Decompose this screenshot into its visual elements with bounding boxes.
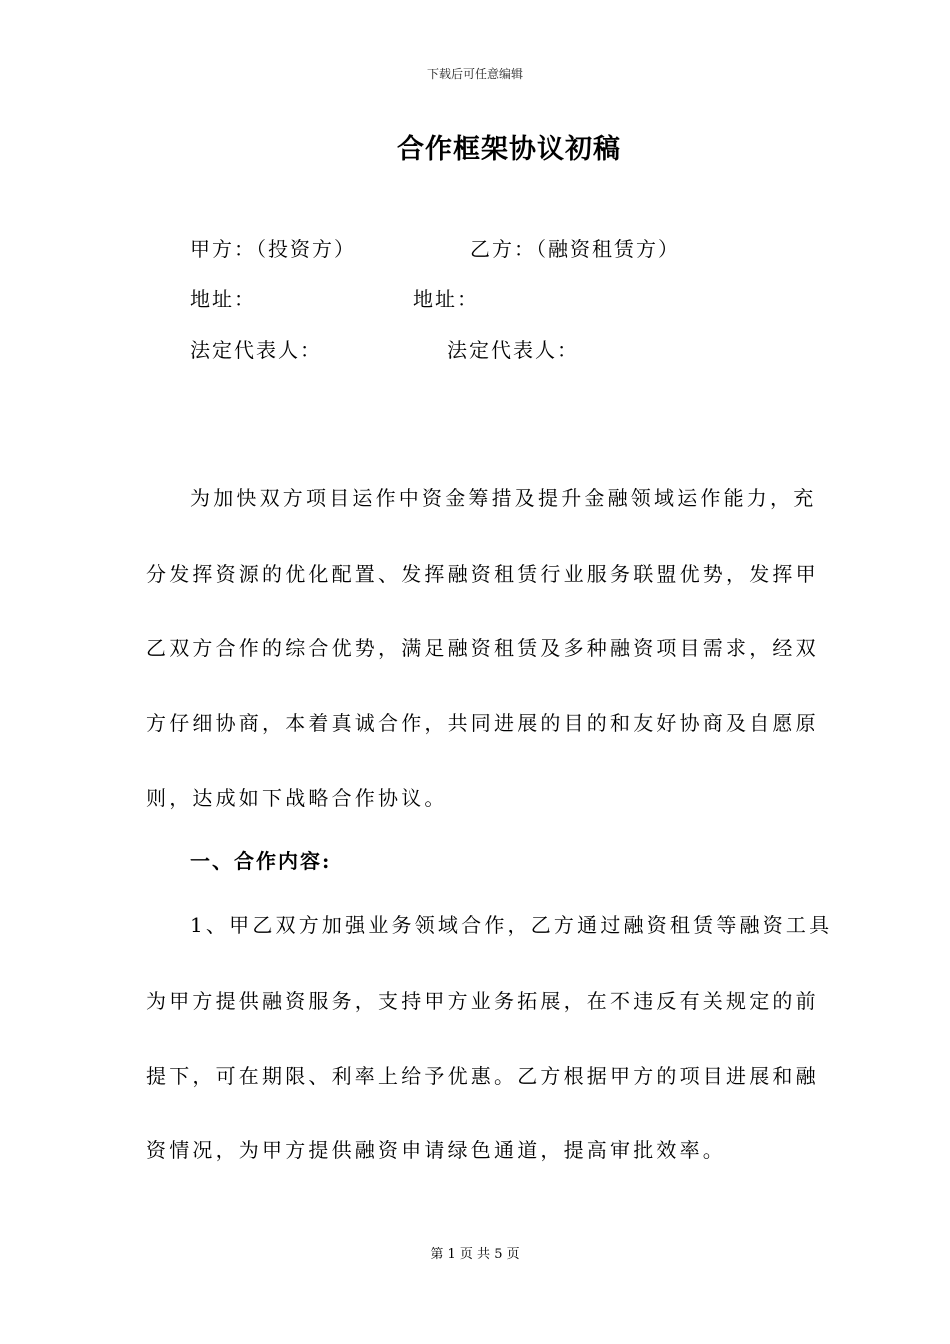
party-b-representative: 法定代表人： [447, 338, 579, 362]
intro-line: 分发挥资源的优化配置、发挥融资租赁行业服务联盟优势，发挥甲 [146, 562, 819, 586]
party-a-representative: 法定代表人： [190, 338, 322, 362]
party-b-label: 乙方：（融资租赁方） [470, 237, 680, 261]
clause-line: 资情况，为甲方提供融资申请绿色通道，提高审批效率。 [146, 1138, 726, 1162]
intro-line: 则，达成如下战略合作协议。 [146, 786, 448, 810]
intro-line: 方仔细协商，本着真诚合作，共同进展的目的和友好协商及自愿原 [146, 711, 819, 735]
intro-line: 乙双方合作的综合优势，满足融资租赁及多种融资项目需求，经双 [146, 636, 819, 660]
page-footer-indicator: 第 1 页 共 5 页 [430, 1247, 520, 1262]
clause-line: 1、甲乙双方加强业务领域合作，乙方通过融资租赁等融资工具 [190, 913, 833, 937]
clause-line: 为甲方提供融资服务，支持甲方业务拓展，在不违反有关规定的前 [146, 989, 819, 1013]
clause-line: 提下，可在期限、利率上给予优惠。乙方根据甲方的项目进展和融 [146, 1064, 819, 1088]
party-a-label: 甲方：（投资方） [190, 237, 356, 261]
party-a-address: 地址： [190, 287, 256, 311]
section-heading-cooperation: 一、合作内容: [190, 849, 332, 873]
party-b-address: 地址： [413, 287, 479, 311]
intro-line: 为加快双方项目运作中资金筹措及提升金融领域运作能力，充 [190, 486, 817, 510]
document-title: 合作框架协议初稿 [397, 134, 621, 165]
page-header-note: 下载后可任意编辑 [426, 67, 523, 81]
